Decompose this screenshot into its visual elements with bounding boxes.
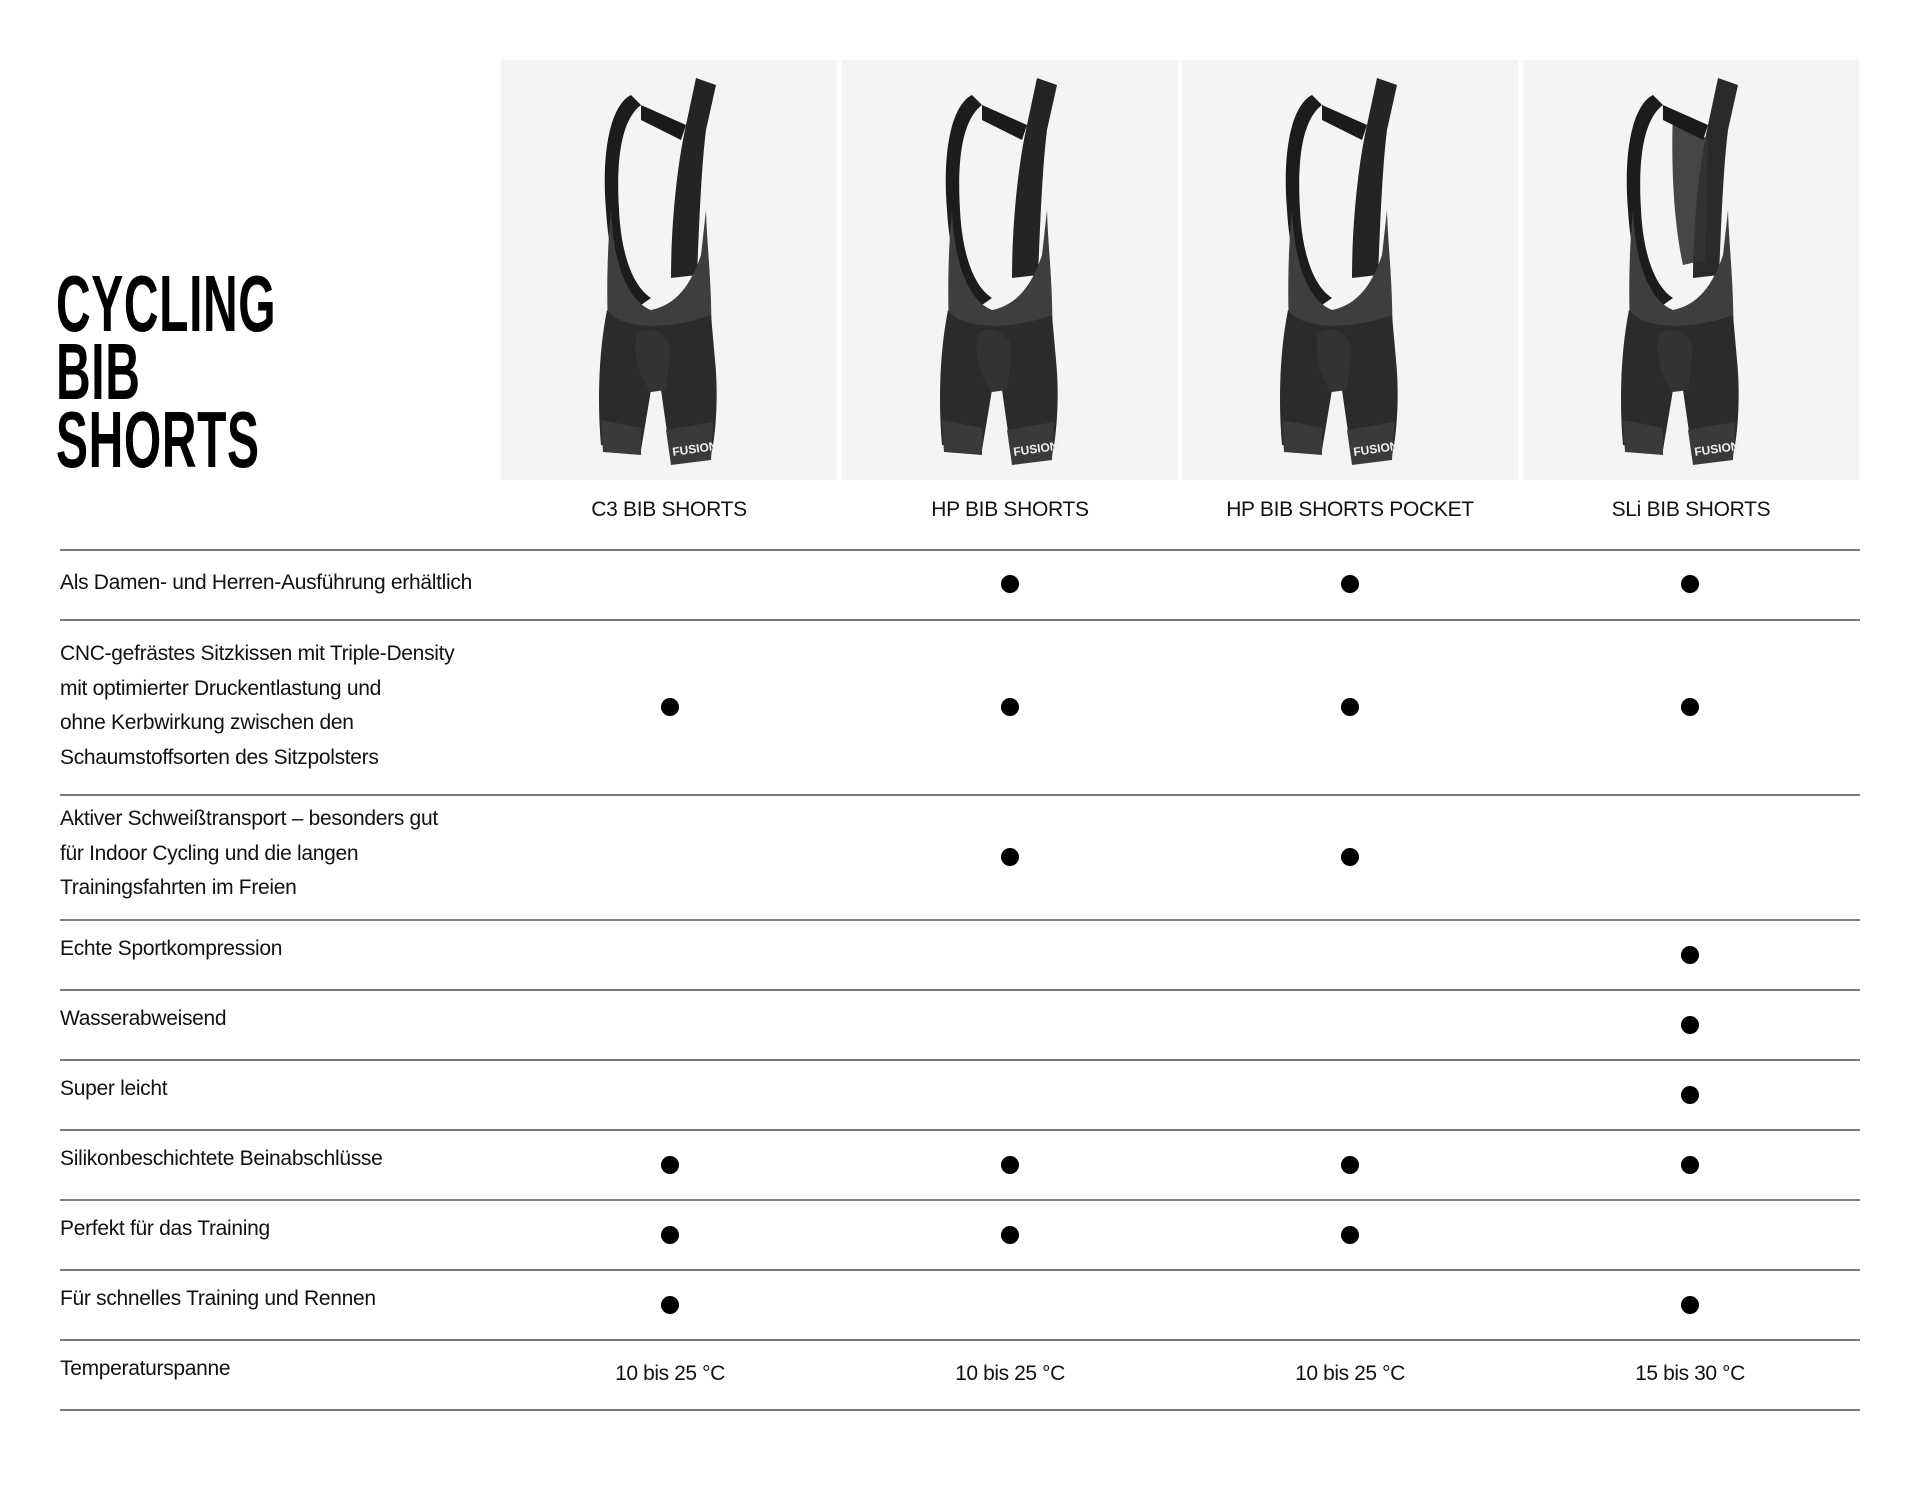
feature-label-sweat-transport bbox=[60, 802, 500, 906]
feature-label-compression: Echte Sportkompression bbox=[60, 937, 283, 960]
svg-text:FUSION: FUSION bbox=[671, 438, 719, 459]
feature-label-line: CNC-gefrästes Sitzkissen mit Triple-Density bbox=[60, 642, 455, 665]
feature-label-racing: Für schnelles Training und Rennen bbox=[60, 1287, 376, 1310]
feature-dot-icon bbox=[1681, 698, 1699, 716]
feature-label-line: für Indoor Cycling und die langen bbox=[60, 841, 359, 865]
temperature-value-sli: 15 bis 30 °C bbox=[1635, 1362, 1745, 1385]
row-divider bbox=[60, 919, 1860, 921]
feature-label-line: Schaumstoffsorten des Sitzpolsters bbox=[60, 745, 379, 769]
svg-text:FUSION: FUSION bbox=[1693, 438, 1741, 459]
bib-shorts-icon bbox=[1523, 60, 1859, 480]
feature-dot-icon bbox=[1001, 848, 1019, 866]
feature-dot-icon bbox=[1341, 698, 1359, 716]
product-image-bib-shorts-sli bbox=[1523, 60, 1859, 480]
row-divider bbox=[60, 1059, 1860, 1061]
feature-label-line: ohne Kerbwirkung zwischen den bbox=[60, 711, 354, 734]
row-divider bbox=[60, 989, 1860, 991]
feature-dot-icon bbox=[1341, 848, 1359, 866]
feature-label-water-repellent: Wasserabweisend bbox=[60, 1007, 227, 1030]
title-line-3: SHORTS bbox=[56, 395, 260, 484]
feature-label-super-light: Super leicht bbox=[60, 1077, 168, 1100]
feature-dot-icon bbox=[1001, 575, 1019, 593]
product-name-hp-pocket: HP BIB SHORTS POCKET bbox=[1226, 498, 1474, 521]
row-divider bbox=[60, 794, 1860, 796]
feature-dot-icon bbox=[661, 1296, 679, 1314]
table-header-rule bbox=[60, 549, 1860, 551]
product-name-hp: HP BIB SHORTS bbox=[931, 498, 1089, 521]
feature-dot-icon bbox=[1681, 1156, 1699, 1174]
feature-dot-icon bbox=[661, 1156, 679, 1174]
feature-dot-icon bbox=[661, 1226, 679, 1244]
svg-text:FUSION: FUSION bbox=[1352, 438, 1400, 459]
row-divider bbox=[60, 1129, 1860, 1131]
feature-label-seat-pad bbox=[60, 637, 500, 775]
bib-shorts-icon bbox=[501, 60, 837, 480]
feature-dot-icon bbox=[661, 698, 679, 716]
feature-label-temperature: Temperaturspanne bbox=[60, 1357, 231, 1380]
title-line-1: CYCLING bbox=[56, 259, 277, 348]
temperature-value-hp-pocket: 10 bis 25 °C bbox=[1295, 1362, 1405, 1385]
temperature-value-c3: 10 bis 25 °C bbox=[615, 1362, 725, 1385]
product-image-bib-shorts-hp bbox=[842, 60, 1178, 480]
row-divider bbox=[60, 1269, 1860, 1271]
feature-dot-icon bbox=[1681, 575, 1699, 593]
feature-dot-icon bbox=[1341, 1226, 1359, 1244]
feature-dot-icon bbox=[1681, 1016, 1699, 1034]
feature-dot-icon bbox=[1001, 1156, 1019, 1174]
bib-shorts-icon bbox=[842, 60, 1178, 480]
product-name-c3: C3 BIB SHORTS bbox=[591, 498, 747, 521]
page-title bbox=[56, 259, 277, 484]
feature-dot-icon bbox=[1001, 1226, 1019, 1244]
table-bottom-rule bbox=[60, 1409, 1860, 1411]
temperature-value-hp: 10 bis 25 °C bbox=[955, 1362, 1065, 1385]
feature-dot-icon bbox=[1681, 946, 1699, 964]
title-line-2: BIB bbox=[56, 327, 141, 416]
feature-label-line: Trainingsfahrten im Freien bbox=[60, 876, 297, 899]
feature-label-training: Perfekt für das Training bbox=[60, 1217, 270, 1240]
product-image-bib-shorts-hp-pocket bbox=[1182, 60, 1518, 480]
feature-label-availability: Als Damen- und Herren-Ausführung erhältlich bbox=[60, 571, 472, 594]
feature-dot-icon bbox=[1681, 1296, 1699, 1314]
svg-text:FUSION: FUSION bbox=[1012, 438, 1060, 459]
row-divider bbox=[60, 1339, 1860, 1341]
feature-label-silicone-grippers: Silikonbeschichtete Beinabschlüsse bbox=[60, 1147, 383, 1170]
row-divider bbox=[60, 619, 1860, 621]
bib-shorts-icon bbox=[1182, 60, 1518, 480]
feature-dot-icon bbox=[1001, 698, 1019, 716]
feature-dot-icon bbox=[1681, 1086, 1699, 1104]
feature-dot-icon bbox=[1341, 1156, 1359, 1174]
feature-label-line: mit optimierter Druckentlastung und bbox=[60, 676, 381, 700]
feature-dot-icon bbox=[1341, 575, 1359, 593]
product-image-bib-shorts-c3 bbox=[501, 60, 837, 480]
row-divider bbox=[60, 1199, 1860, 1201]
product-name-sli: SLi BIB SHORTS bbox=[1611, 498, 1771, 521]
feature-label-line: Aktiver Schweißtransport – besonders gut bbox=[60, 807, 438, 830]
